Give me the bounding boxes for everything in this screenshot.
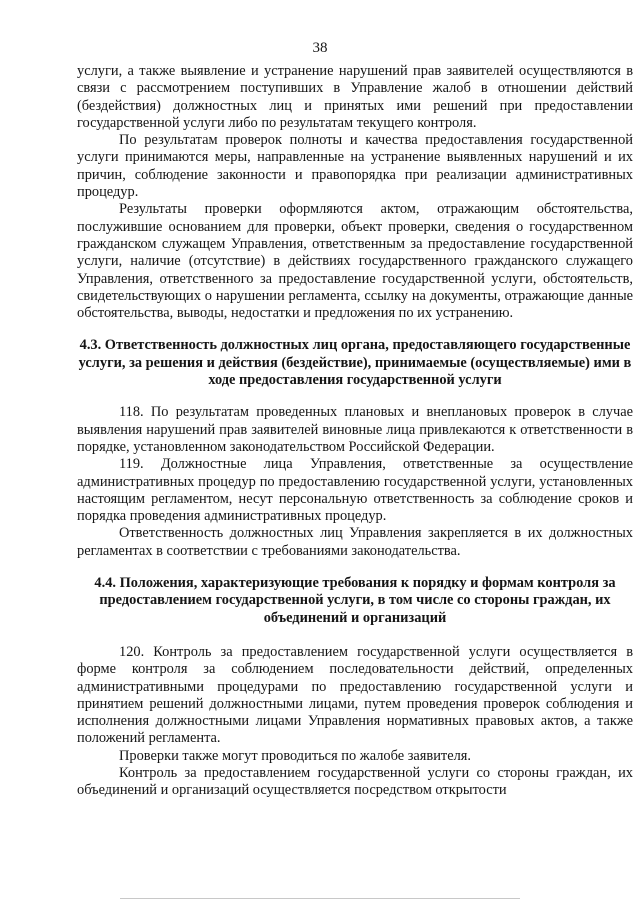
paragraph-continuation: услуги, а также выявление и устранение нарушений прав заявителей осуществляются в связи с рассмотрением поступивших в Управление жалоб в отношении действий (бездействия) должностных лиц и принятых ими решений при предоставлении государственной услуги либо по результатам текущего контроля. [77, 63, 633, 131]
section-heading-4-4: 4.4. Положения, характеризующие требования к порядку и формам контроля за предоставлением государственной услуги, в том числе со стороны граждан, их объединений и организаций [94, 575, 616, 626]
section-heading-4-3: 4.3. Ответственность должностных лиц органа, предоставляющего государственные услуги, за решения и действия (бездействие), принимаемые (осуществляемые) ими в ходе предоставления государственной услуги [78, 337, 632, 389]
paragraph-119: 119. Должностные лица Управления, ответственные за осуществление административных процедур по предоставлению государственной услуги, установленных настоящим регламентом, несут персональную ответственность за соблюдение сроков и порядка проведения административных процедур. [77, 456, 633, 525]
paragraph-118: 118. По результатам проведенных плановых и внеплановых проверок в случае выявления нарушений прав заявителей виновные лица привлекаются к ответственности в порядке, установленном законодательством Российской Федерации. [77, 404, 633, 455]
paragraph: Результаты проверки оформляются актом, отражающим обстоятельства, послужившие основанием для проверки, объект проверки, сведения о государственном гражданском служащем Управления, ответственным за предоставление государственной услуги, наличие (отсутствие) в действиях государственного гражданского служащего Управления, ответственного за предоставление государственной услуги, обстоятельств, свидетельствующих о нарушении регламента, ссылку на документы, отражающие данные обстоятельства, выводы, недостатки и предложения по их устранению. [77, 201, 633, 322]
paragraph-120: 120. Контроль за предоставлением государственной услуги осуществляется в форме контроля за соблюдением последовательности действий, определенных административными процедурами по предоставлению государственной услуги и принятием решений должностными лицами, путем проведения проверок соблюдения и исполнения должностными лицами Управления нормативных правовых актов, а также положений регламента. [77, 643, 633, 747]
paragraph: Проверки также могут проводиться по жалобе заявителя. [119, 747, 471, 764]
page-number: 38 [312, 40, 328, 56]
paragraph: По результатам проверок полноты и качества предоставления государственной услуги принимаются меры, направленные на устранение выявленных нарушений и их причин, соблюдение законности и правопорядка при реализации административных процедур. [77, 132, 633, 201]
page-content [77, 63, 633, 800]
paragraph: Ответственность должностных лиц Управления закрепляется в их должностных регламентах в соответствии с требованиями законодательства. [77, 525, 633, 559]
footer-divider [120, 898, 520, 899]
paragraph-last: Контроль за предоставлением государственной услуги со стороны граждан, их объединений и организаций осуществляется посредством открытости [77, 764, 633, 799]
